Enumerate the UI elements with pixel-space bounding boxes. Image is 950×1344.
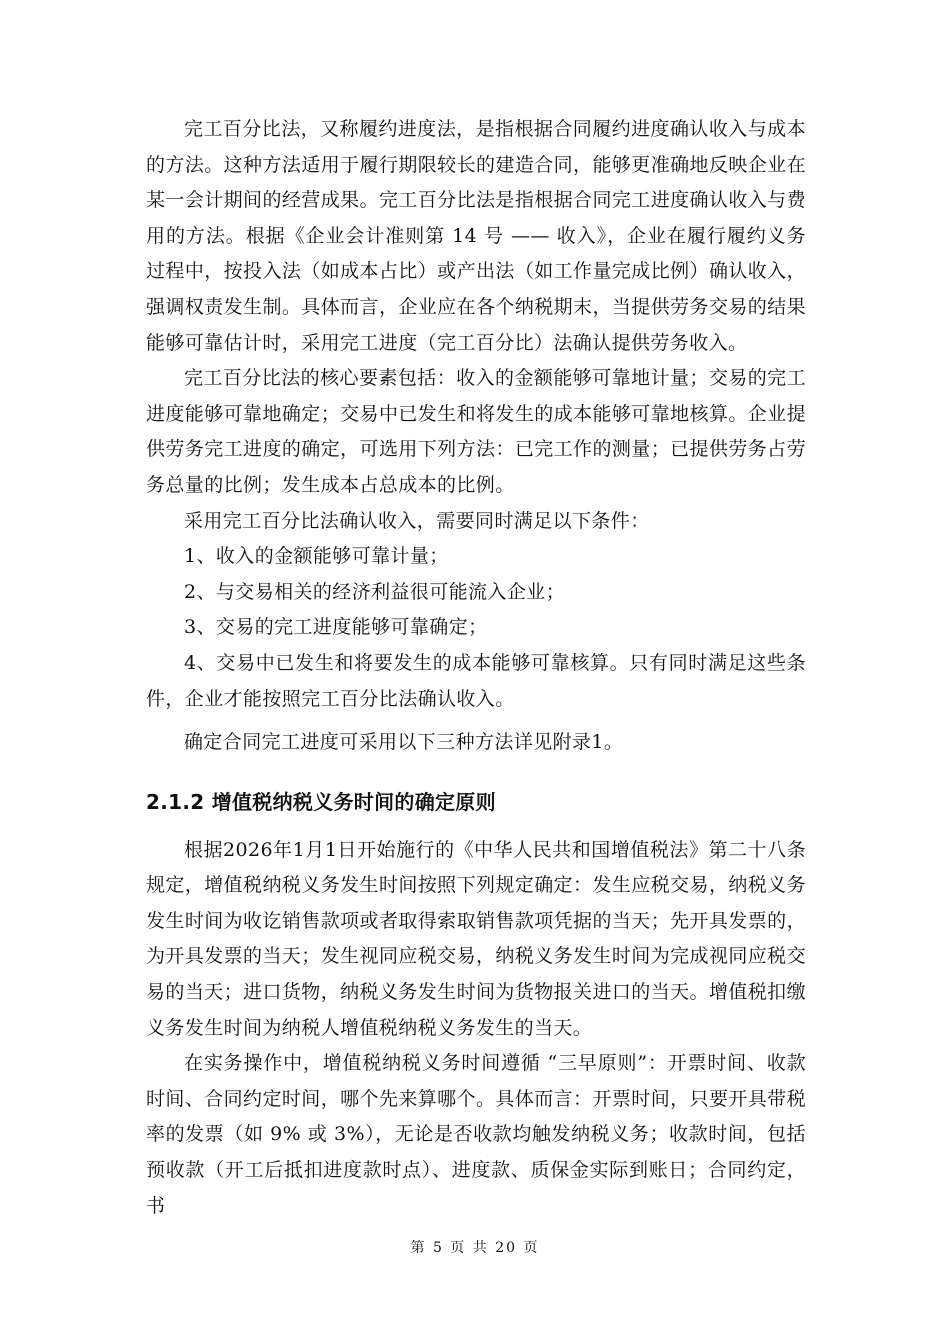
- paragraph-conditions-intro: 采用完工百分比法确认收入，需要同时满足以下条件：: [184, 509, 650, 532]
- section-heading: 2.1.2 增值税纳税义务时间的确定原则: [146, 789, 496, 814]
- paragraph-appendix-reference: 确定合同完工进度可采用以下三种方法详见附录1。: [184, 731, 624, 754]
- list-item-condition-4: 4、交易中已发生和将要发生的成本能够可靠核算。只有同时满足这些条件，企业才能按照完工百分比法确认收入。: [146, 651, 806, 710]
- paragraph-definition: 完工百分比法，又称履约进度法，是指根据合同履约进度确认收入与成本的方法。这种方法适用于履行期限较长的建造合同，能够更准确地反映企业在某一会计期间的经营成果。完工百分比法是指根据合同完工进度确认收入与费用的方法。根据《企业会计准则第 14 号 —— 收入》，企业在履行履约义务过程中，按投入法（如成本占比）或产出法（如工作量完成比例）确认收入，强调权责发生制。具体而言，企业应在各个纳税期末，当提供劳务交易的结果能够可靠估计时，采用完工进度（完工百分比）法确认提供劳务收入。: [146, 118, 806, 354]
- paragraph-vat-law: 根据2026年1月1日开始施行的《中华人民共和国增值税法》第二十八条规定，增值税纳税义务发生时间按照下列规定确定：发生应税交易，纳税义务发生时间为收讫销售款项或者取得索取销售款项凭据的当天；先开具发票的，为开具发票的当天；发生视同应税交易，纳税义务发生时间为完成视同应税交易的当天；进口货物，纳税义务发生时间为货物报关进口的当天。增值税扣缴义务发生时间为纳税人增值税纳税义务发生的当天。: [146, 838, 806, 1039]
- list-item-condition-3: 3、交易的完工进度能够可靠确定；: [184, 616, 488, 639]
- list-item-condition-2: 2、与交易相关的经济利益很可能流入企业；: [184, 580, 566, 603]
- page-number-footer: 第 5 页 共 20 页: [410, 1240, 540, 1256]
- list-item-condition-1: 1、收入的金额能够可靠计量；: [184, 545, 449, 568]
- page-body: [146, 112, 806, 1224]
- paragraph-core-elements: 完工百分比法的核心要素包括：收入的金额能够可靠地计量；交易的完工进度能够可靠地确定；交易中已发生和将发生的成本能够可靠地核算。企业提供劳务完工进度的确定，可选用下列方法：已完工作的测量；已提供劳务占劳务总量的比例；发生成本占总成本的比例。: [146, 367, 806, 496]
- paragraph-three-early-principle: 在实务操作中，增值税纳税义务时间遵循 “三早原则”：开票时间、收款时间、合同约定时间，哪个先来算哪个。具体而言：开票时间，只要开具带税率的发票（如 9% 或 3%），无论是否收款均触发纳税义务；收款时间，包括预收款（开工后抵扣进度款时点）、进度款、质保金实际到账日；合同约定，书: [146, 1052, 806, 1217]
